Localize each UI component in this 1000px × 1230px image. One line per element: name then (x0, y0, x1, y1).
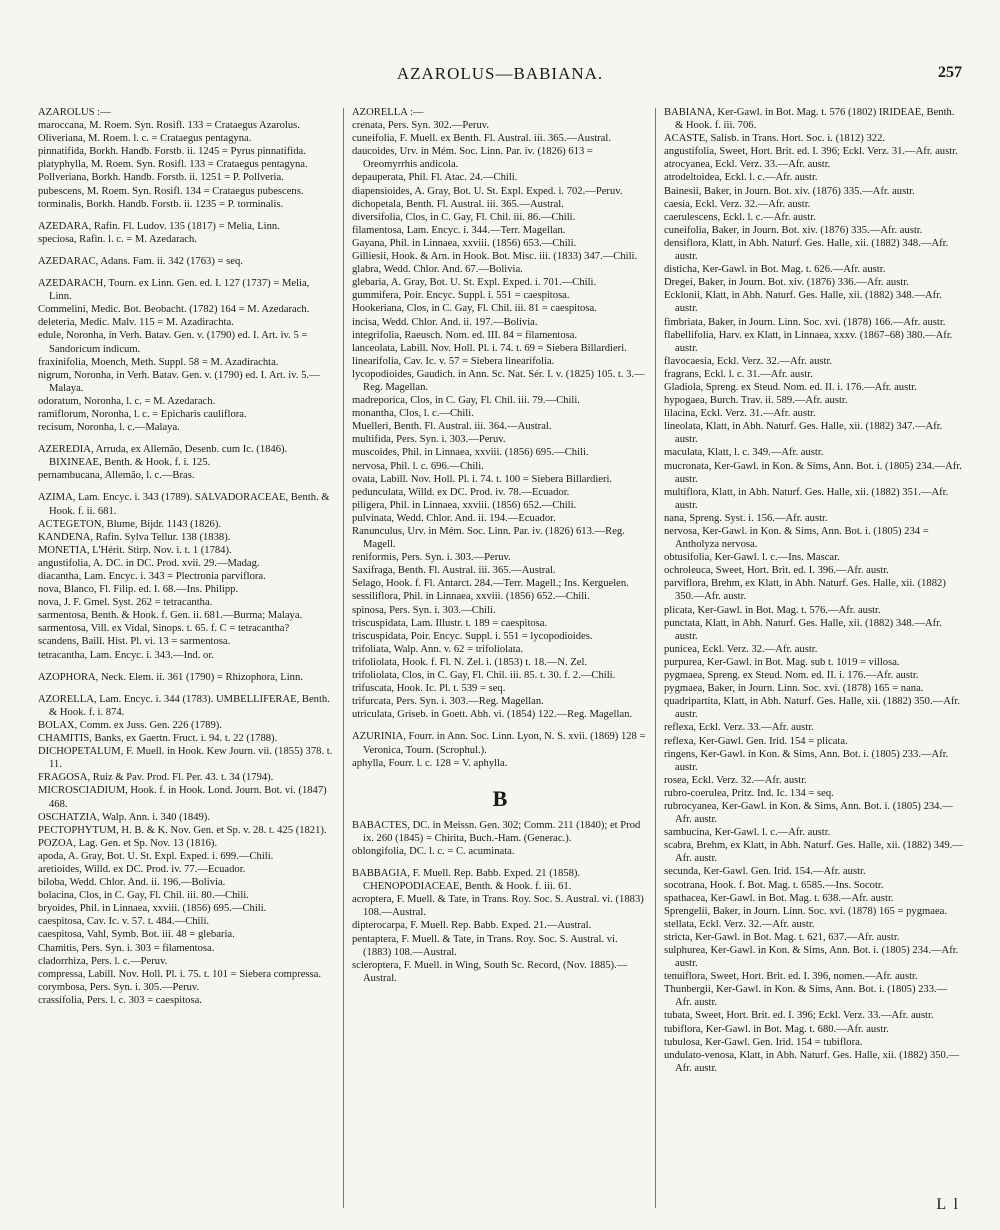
index-entry: tubiflora, Ker-Gawl. in Bot. Mag. t. 680.—Afr. austr. (664, 1023, 889, 1035)
index-entry: lilacina, Eckl. Verz. 31.—Afr. austr. (664, 408, 816, 420)
index-entry: edule, Noronha, in Verh. Batav. Gen. v. (1790) ed. I. Art. iv. 5 = Sandoricum indicum. (38, 330, 308, 355)
index-entry: plicata, Ker-Gawl. in Bot. Mag. t. 576.—Afr. austr. (664, 604, 881, 616)
index-entry: reniformis, Pers. Syn. i. 303.—Peruv. (352, 552, 511, 564)
index-entry: corymbosa, Pers. Syn. i. 305.—Peruv. (38, 981, 200, 993)
index-entry: undulato-venosa, Klatt, in Abh. Naturf. Ges. Halle, xii. (1882) 350.—Afr. austr. (664, 1049, 960, 1074)
index-entry: odoratum, Noronha, l. c. = M. Azedarach. (38, 395, 216, 407)
index-entry: AZORELLA, Lam. Encyc. i. 344 (1783). UMBELLIFERAE, Benth. & Hook. f. i. 874. (38, 693, 330, 718)
index-entry: tetracantha, Lam. Encyc. i. 343.—Ind. or. (38, 649, 214, 661)
index-entry: BOLAX, Comm. ex Juss. Gen. 226 (1789). (38, 719, 222, 731)
index-entry: fragrans, Eckl. l. c. 31.—Afr. austr. (664, 368, 813, 380)
index-entry: sarmentosa, Vill. ex Vidal, Sinops. t. 65. f. C = tetracantha? (38, 623, 290, 635)
index-entry: POZOA, Lag. Gen. et Sp. Nov. 13 (1816). (38, 837, 218, 849)
index-entry: diapensioides, A. Gray, Bot. U. St. Expl. Exped. i. 702.—Peruv. (352, 185, 623, 197)
index-entry: aretioides, Willd. ex DC. Prod. iv. 77.—Ecuador. (38, 863, 246, 875)
index-entry: scandens, Baill. Hist. Pl. vi. 13 = sarmentosa. (38, 636, 231, 648)
index-entry: ACTEGETON, Blume, Bijdr. 1143 (1826). (38, 518, 222, 530)
index-entry: gummifera, Poir. Encyc. Suppl. i. 551 = caespitosa. (352, 290, 570, 302)
index-entry: caespitosa, Cav. Ic. v. 57. t. 484.—Chili. (38, 916, 210, 928)
index-entry: AZOPHORA, Neck. Elem. ii. 361 (1790) = Rhizophora, Linn. (38, 671, 303, 683)
index-entry: Saxifraga, Benth. Fl. Austral. iii. 365.—Austral. (352, 565, 556, 577)
index-entry: depauperata, Phil. Fl. Atac. 24.—Chili. (352, 172, 518, 184)
index-entry: AZAROLUS :— (38, 107, 111, 118)
column-left (38, 106, 334, 1206)
index-entry: multiflora, Klatt, in Abh. Naturf. Ges. Halle, xii. (1882) 351.—Afr. austr. (664, 486, 949, 511)
index-entry: utriculata, Griseb. in Goett. Abh. vi. (1854) 122.—Reg. Magellan. (352, 709, 633, 721)
index-entry: muscoides, Phil. in Linnaea, xxviii. (1856) 695.—Chili. (352, 447, 589, 459)
index-entry: mucronata, Ker-Gawl. in Kon. & Sims, Ann. Bot. i. (1805) 234.—Afr. austr. (664, 460, 962, 485)
index-entry: FRAGOSA, Ruiz & Pav. Prod. Fl. Per. 43. t. 34 (1794). (38, 772, 274, 784)
index-entry: triscuspidata, Poir. Encyc. Suppl. i. 551 = lycopodioides. (352, 630, 593, 642)
index-entry: Chamitis, Pers. Syn. i. 303 = filamentosa. (38, 942, 215, 954)
index-entry: angustifolia, Sweet, Hort. Brit. ed. I. 396; Eckl. Verz. 31.—Afr. austr. (664, 146, 958, 158)
index-entry: lanceolata, Labill. Nov. Holl. Pl. i. 74. t. 69 = Siebera Billardieri. (352, 342, 627, 354)
index-entry: Gilliesii, Hook. & Arn. in Hook. Bot. Misc. iii. (1833) 347.—Chili. (352, 251, 638, 263)
index-entry: Thunbergii, Ker-Gawl. in Kon. & Sims, Ann. Bot. i. (1805) 233.—Afr. austr. (664, 984, 948, 1009)
index-entry: trifurcata, Pers. Syn. i. 303.—Reg. Magellan. (352, 696, 544, 708)
index-entry: nova, J. F. Gmel. Syst. 262 = tetracantha. (38, 597, 213, 609)
entry-gap (38, 246, 334, 255)
index-entry: cuneifolia, Baker, in Journ. Bot. xiv. (1876) 335.—Afr. austr. (664, 224, 923, 236)
index-entry: oblongifolia, DC. l. c. = C. acuminata. (352, 845, 515, 857)
index-entry: pinnatifida, Borkh. Handb. Forstb. ii. 1245 = Pyrus pinnatifida. (38, 146, 306, 158)
index-entry: spinosa, Pers. Syn. i. 303.—Chili. (352, 604, 496, 616)
index-entry: integrifolia, Raeusch. Nom. ed. III. 84 = filamentosa. (352, 329, 578, 341)
index-entry: acroptera, F. Muell. & Tate, in Trans. Roy. Soc. S. Austral. vi. (1883) 108.—Austral. (352, 894, 644, 919)
entry-gap (38, 684, 334, 693)
index-entry: recisum, Noronha, l. c.—Malaya. (38, 422, 180, 434)
index-entry: Commelini, Medic. Bot. Beobacht. (1782) 164 = M. Azedarach. (38, 304, 310, 316)
index-entry: MICROSCIADIUM, Hook. f. in Hook. Lond. Journ. Bot. vi. (1847) 468. (38, 785, 327, 810)
index-entry: DICHOPETALUM, F. Muell. in Hook. Kew Journ. vii. (1855) 378. t. 11. (38, 746, 333, 771)
index-entry: trifoliolata, Hook. f. Fl. N. Zel. i. (1853) t. 18.—N. Zel. (352, 656, 588, 668)
index-entry: piligera, Phil. in Linnaea, xxviii. (1856) 652.—Chili. (352, 499, 577, 511)
index-entry: punicea, Eckl. Verz. 32.—Afr. austr. (664, 643, 818, 655)
index-entry: pedunculata, Willd. ex DC. Prod. iv. 78.—Ecuador. (352, 486, 570, 498)
index-entry: maculata, Klatt, l. c. 349.—Afr. austr. (664, 447, 824, 459)
index-entry: speciosa, Rafin. l. c. = M. Azedarach. (38, 233, 197, 245)
index-entry: stellata, Eckl. Verz. 32.—Afr. austr. (664, 918, 815, 930)
index-entry: Gayana, Phil. in Linnaea, xxviii. (1856) 653.—Chili. (352, 237, 577, 249)
entry-gap (38, 434, 334, 443)
entry-gap (352, 858, 648, 867)
index-entry: flabellifolia, Harv. ex Klatt, in Linnaea, xxxv. (1867–68) 380.—Afr. austr. (664, 329, 953, 354)
index-entry: deleteria, Medic. Malv. 115 = M. Azadirachta. (38, 317, 234, 329)
index-entry: pygmaea, Baker, in Journ. Linn. Soc. xvi. (1878) 165 = nana. (664, 683, 924, 695)
entry-gap (38, 211, 334, 220)
index-entry: maroccana, M. Roem. Syn. Rosifl. 133 = Crataegus Azarolus. (38, 120, 300, 132)
section-letter: B (492, 785, 508, 811)
index-entry: tubulosa, Ker-Gawl. Gen. Irid. 154 = tubiflora. (664, 1036, 863, 1048)
index-entry: atrodeltoidea, Eckl. l. c.—Afr. austr. (664, 172, 818, 184)
index-entry: Gladiola, Spreng. ex Steud. Nom. ed. II. i. 176.—Afr. austr. (664, 381, 917, 393)
index-entry: AZEREDIA, Arruda, ex Allemão, Desenb. cum Ic. (1846). BIXINEAE, Benth. & Hook. f. i. 125. (38, 444, 288, 469)
index-entry: PECTOPHYTUM, H. B. & K. Nov. Gen. et Sp. v. 28. t. 425 (1821). (38, 824, 327, 836)
index-entry: multifida, Pers. Syn. i. 303.—Peruv. (352, 434, 506, 446)
index-entry: cuneifolia, F. Muell. ex Benth. Fl. Austral. iii. 365.—Austral. (352, 133, 611, 145)
index-entry: Bainesii, Baker, in Journ. Bot. xiv. (1876) 335.—Afr. austr. (664, 185, 915, 197)
column-divider (655, 108, 656, 1208)
index-entry: stricta, Ker-Gawl. in Bot. Mag. t. 621, 637.—Afr. austr. (664, 931, 900, 943)
index-entry: filamentosa, Lam. Encyc. i. 344.—Terr. Magellan. (352, 224, 566, 236)
index-entry: fraxinifolia, Moench, Meth. Suppl. 58 = M. Azadirachta. (38, 356, 279, 368)
index-entry: diacantha, Lam. Encyc. i. 343 = Plectronia parviflora. (38, 571, 266, 582)
page-number: 257 (938, 64, 962, 81)
index-entry: spathacea, Ker-Gawl. in Bot. Mag. t. 638.—Afr. austr. (664, 892, 894, 904)
index-entry: sarmentosa, Benth. & Hook. f. Gen. ii. 681.—Burma; Malaya. (38, 610, 303, 622)
index-entry: sambucina, Ker-Gawl. l. c.—Afr. austr. (664, 827, 831, 839)
index-entry: sulphurea, Ker-Gawl. in Kon. & Sims, Ann. Bot. i. (1805) 234.—Afr. austr. (664, 945, 959, 970)
index-entry: ringens, Ker-Gawl. in Kon. & Sims, Ann. Bot. i. (1805) 233.—Afr. austr. (664, 748, 949, 773)
index-entry: pentaptera, F. Muell. & Tate, in Trans. Roy. Soc. S. Austral. vi. (1883) 108.—Austral. (352, 933, 618, 958)
column-middle (352, 106, 648, 1206)
index-entry: apoda, A. Gray, Bot. U. St. Expl. Exped. i. 699.—Chili. (38, 850, 274, 862)
index-entry: Muelleri, Benth. Fl. Austral. iii. 364.—Austral. (352, 421, 552, 433)
index-entry: scleroptera, F. Muell. in Wing, South Sc. Record, (Nov. 1885).—Austral. (352, 959, 628, 984)
index-entry: ovata, Labill. Nov. Holl. Pl. i. 74. t. 100 = Siebera Billardieri. (352, 473, 613, 485)
index-entry: diversifolia, Clos, in C. Gay, Fl. Chil. iii. 86.—Chili. (352, 211, 576, 223)
index-entry: Ranunculus, Urv. in Mém. Soc. Linn. Par. iv. (1826) 613.—Reg. Magell. (352, 526, 625, 551)
signature-mark: L l (936, 1196, 960, 1213)
entry-gap (38, 662, 334, 671)
index-entry: bryoides, Phil. in Linnaea, xxviii. (1856) 695.—Chili. (38, 903, 267, 915)
running-title: AZAROLUS—BABIANA. (396, 64, 604, 83)
index-entry: platyphylla, M. Roem. Syn. Rosifl. 133 = Crataegus pentagyna. (38, 159, 308, 171)
index-entry: glebaria, A. Gray, Bot. U. St. Expl. Exped. i. 701.—Chili. (352, 277, 597, 289)
index-entry: ochroleuca, Sweet, Hort. Brit. ed. I. 396.—Afr. austr. (664, 565, 889, 577)
index-entry: incisa, Wedd. Chlor. And. ii. 197.—Bolivia. (352, 316, 538, 328)
index-entry: Dregei, Baker, in Journ. Bot. xiv. (1876) 336.—Afr. austr. (664, 277, 909, 289)
index-entry: BABACTES, DC. in Meissn. Gen. 302; Comm. 211 (1840); et Prod ix. 260 (1845) = Chirita, Buch.-Ham. (Generac.). (352, 819, 641, 844)
index-entry: tubata, Sweet, Hort. Brit. ed. I. 396; Eckl. Verz. 33.—Afr. austr. (664, 1010, 934, 1022)
index-entry: KANDENA, Rafin. Sylva Tellur. 138 (1838). (38, 531, 231, 543)
index-entry: nigrum, Noronha, in Verh. Batav. Gen. v. (1790) ed. I. Art. iv. 5.—Malaya. (38, 369, 320, 394)
column-divider (343, 108, 344, 1208)
index-entry: AZEDARA, Rafin. Fl. Ludov. 135 (1817) = Melia, Linn. (38, 220, 280, 232)
index-entry: daucoides, Urv. in Mém. Soc. Linn. Par. iv. (1826) 613 = Oreomyrrhis andicola. (352, 146, 593, 171)
index-entry: Sprengelii, Baker, in Journ. Linn. Soc. xvi. (1878) 165 = pygmaea. (664, 905, 947, 917)
index-entry: quadripartita, Klatt, in Abh. Naturf. Ges. Halle, xii. (1882) 350.—Afr. austr. (664, 696, 960, 721)
running-header (0, 60, 1000, 90)
index-entry: parviflora, Brehm, ex Klatt, in Abh. Naturf. Ges. Halle, xii. (1882) 350.—Afr. austr. (664, 578, 946, 603)
index-entry: crassifolia, Pers. l. c. 303 = caespitosa. (38, 994, 202, 1006)
index-entry: nervosa, Ker-Gawl. in Kon. & Sims, Ann. Bot. i. (1805) 234 = Antholyza nervosa. (664, 526, 929, 551)
index-entry: AZEDARAC, Adans. Fam. ii. 342 (1763) = seq. (38, 255, 243, 267)
index-entry: secunda, Ker-Gawl. Gen. Irid. 154.—Afr. austr. (664, 866, 866, 878)
index-entry: cladorrhiza, Pers. l. c.—Peruv. (38, 955, 168, 967)
index-entry: lineolata, Klatt, in Abh. Naturf. Ges. Halle, xii. (1882) 347.—Afr. austr. (664, 421, 943, 446)
entry-gap (352, 721, 648, 730)
index-entry: AZURINIA, Fourr. in Ann. Soc. Linn. Lyon, N. S. xvii. (1869) 128 = Veronica, Tourn. (Scrophul.). (352, 731, 646, 756)
index-entry: Pollveriana, Borkh. Handb. Forstb. ii. 1251 = P. Pollveria. (38, 172, 284, 184)
index-entry: pubescens, M. Roem. Syn. Rosifl. 134 = Crataegus pubescens. (38, 185, 304, 197)
index-entry: rosea, Eckl. Verz. 32.—Afr. austr. (664, 774, 807, 786)
index-entry: bolacina, Clos, in C. Gay, Fl. Chil. iii. 80.—Chili. (38, 890, 249, 902)
entry-gap (38, 482, 334, 491)
index-entry: AZORELLA :— (352, 107, 424, 118)
index-entry: crenata, Pers. Syn. 302.—Peruv. (352, 120, 490, 132)
index-entry: obtusifolia, Ker-Gawl. l. c.—Ins. Mascar. (664, 552, 840, 564)
index-entry: dichopetala, Benth. Fl. Austral. iii. 365.—Austral. (352, 198, 564, 210)
index-entry: caesia, Eckl. Verz. 32.—Afr. austr. (664, 198, 811, 210)
index-entry: ACASTE, Salisb. in Trans. Hort. Soc. i. (1812) 322. (664, 133, 886, 145)
index-entry: sessiliflora, Phil. in Linnaea, xxviii. (1856) 652.—Chili. (352, 591, 590, 603)
index-entry: densiflora, Klatt, in Abh. Naturf. Ges. Halle, xii. (1882) 348.—Afr. austr. (664, 237, 949, 263)
index-entry: socotrana, Hook. f. Bot. Mag. t. 6585.—Ins. Socotr. (664, 879, 884, 891)
index-entry: pygmaea, Spreng. ex Steud. Nom. ed. II. i. 176.—Afr. austr. (664, 670, 919, 682)
index-entry: pulvinata, Wedd. Chlor. And. ii. 194.—Ecuador. (352, 512, 556, 524)
index-entry: tenuiflora, Sweet, Hort. Brit. ed. I. 396, nomen.—Afr. austr. (664, 971, 918, 983)
index-entry: reflexa, Ker-Gawl. Gen. Irid. 154 = plicata. (664, 735, 848, 747)
index-entry: punctata, Klatt, in Abh. Naturf. Ges. Halle, xii. (1882) 348.—Afr. austr. (664, 617, 942, 642)
index-entry: ramiflorum, Noronha, l. c. = Epicharis cauliflora. (38, 408, 247, 420)
index-entry: Ecklonii, Klatt, in Abh. Naturf. Ges. Halle, xii. (1882) 348.—Afr. austr. (664, 290, 942, 315)
index-entry: nana, Spreng. Syst. i. 156.—Afr. austr. (664, 512, 828, 524)
index-entry: atrocyanea, Eckl. Verz. 33.—Afr. austr. (664, 159, 831, 171)
index-entry: disticha, Ker-Gawl. in Bot. Mag. t. 626.—Afr. austr. (664, 264, 886, 276)
index-entry: Hookeriana, Clos, in C. Gay, Fl. Chil. iii. 81 = caespitosa. (352, 303, 597, 315)
entry-gap (38, 268, 334, 277)
index-entry: CHAMITIS, Banks, ex Gaertn. Fruct. i. 94. t. 22 (1788). (38, 733, 278, 745)
index-entry: BABBAGIA, F. Muell. Rep. Babb. Exped. 21 (1858). CHENOPODIACEAE, Benth. & Hook. f. iii. 61. (352, 868, 581, 893)
index-entry: linearifolia, Cav. Ic. v. 57 = Siebera linearifolia. (352, 355, 555, 367)
index-entry: compressa, Labill. Nov. Holl. Pl. i. 75. t. 101 = Siebera compressa. (38, 968, 322, 980)
index-entry: scabra, Brehm, ex Klatt, in Abh. Naturf. Ges. Halle, xii. (1882) 349.—Afr. austr. (664, 840, 963, 865)
index-entry: trifuscata, Hook. Ic. Pl. t. 539 = seq. (352, 683, 506, 695)
index-entry: nervosa, Phil. l. c. 696.—Chili. (352, 460, 484, 472)
index-entry: AZEDARACH, Tourn. ex Linn. Gen. ed. I. 127 (1737) = Melia, Linn. (38, 278, 310, 303)
index-entry: angustifolia, A. DC. in DC. Prod. xvii. 29.—Madag. (38, 557, 260, 569)
index-entry: madreporica, Clos, in C. Gay, Fl. Chil. iii. 79.—Chili. (352, 395, 580, 407)
index-entry: hypogaea, Burch. Trav. ii. 589.—Afr. austr. (664, 395, 848, 407)
index-entry: aphylla, Fourr. l. c. 128 = V. aphylla. (352, 757, 508, 769)
index-entry: AZIMA, Lam. Encyc. i. 343 (1789). SALVADORACEAE, Benth. & Hook. f. ii. 681. (38, 492, 330, 517)
index-entry: rubrocyanea, Ker-Gawl. in Kon. & Sims, Ann. Bot. i. (1805) 234.—Afr. austr. (664, 800, 953, 826)
index-entry: monantha, Clos, l. c.—Chili. (352, 408, 474, 420)
index-entry: caespitosa, Vahl, Symb. Bot. iii. 48 = glebaria. (38, 929, 235, 941)
index-entry: dipterocarpa, F. Muell. Rep. Babb. Exped. 21.—Austral. (352, 920, 592, 932)
index-entry: flavocaesia, Eckl. Verz. 32.—Afr. austr. (664, 355, 833, 367)
index-entry: biloba, Wedd. Chlor. And. ii. 196.—Bolivia. (38, 877, 226, 889)
index-entry: lycopodioides, Gaudich. in Ann. Sc. Nat. Sér. I. v. (1825) 105. t. 3.—Reg. Magellan. (352, 368, 645, 393)
column-right (664, 106, 964, 1206)
index-entry: Oliveriana, M. Roem. l. c. = Crataegus pentagyna. (38, 133, 252, 145)
index-entry: trifoliata, Walp. Ann. v. 62 = trifoliolata. (352, 643, 524, 655)
index-entry: trifoliolata, Clos, in C. Gay, Fl. Chil. iii. 85. t. 30. f. 2.—Chili. (352, 670, 616, 682)
index-entry: rubro-coerulea, Pritz. Ind. Ic. 134 = seq. (664, 787, 834, 799)
index-entry: fimbriata, Baker, in Journ. Linn. Soc. xvi. (1878) 166.—Afr. austr. (664, 316, 946, 328)
index-entry: BABIANA, Ker-Gawl. in Bot. Mag. t. 576 (1802) IRIDEAE, Benth. & Hook. f. iii. 706. (664, 107, 955, 132)
index-entry: purpurea, Ker-Gawl. in Bot. Mag. sub t. 1019 = villosa. (664, 656, 900, 668)
index-entry: OSCHATZIA, Walp. Ann. i. 340 (1849). (38, 811, 210, 823)
index-entry: glabra, Wedd. Chlor. And. 67.—Bolivia. (352, 264, 523, 276)
index-entry: caerulescens, Eckl. l. c.—Afr. austr. (664, 211, 816, 223)
index-entry: reflexa, Eckl. Verz. 33.—Afr. austr. (664, 722, 814, 734)
index-entry: pernambucana, Allemão, l. c.—Bras. (38, 470, 195, 482)
index-entry: nova, Blanco, Fl. Filip. ed. I. 68.—Ins. Philipp. (38, 584, 239, 596)
index-entry: torminalis, Borkh. Handb. Forstb. ii. 1235 = P. torminalis. (38, 198, 284, 210)
index-entry: triscuspidata, Lam. Illustr. t. 189 = caespitosa. (352, 617, 548, 629)
index-entry: Selago, Hook. f. Fl. Antarct. 284.—Terr. Magell.; Ins. Kerguelen. (352, 578, 629, 590)
index-entry: MONETIA, L'Hérit. Stirp. Nov. i. t. 1 (1784). (38, 544, 232, 556)
